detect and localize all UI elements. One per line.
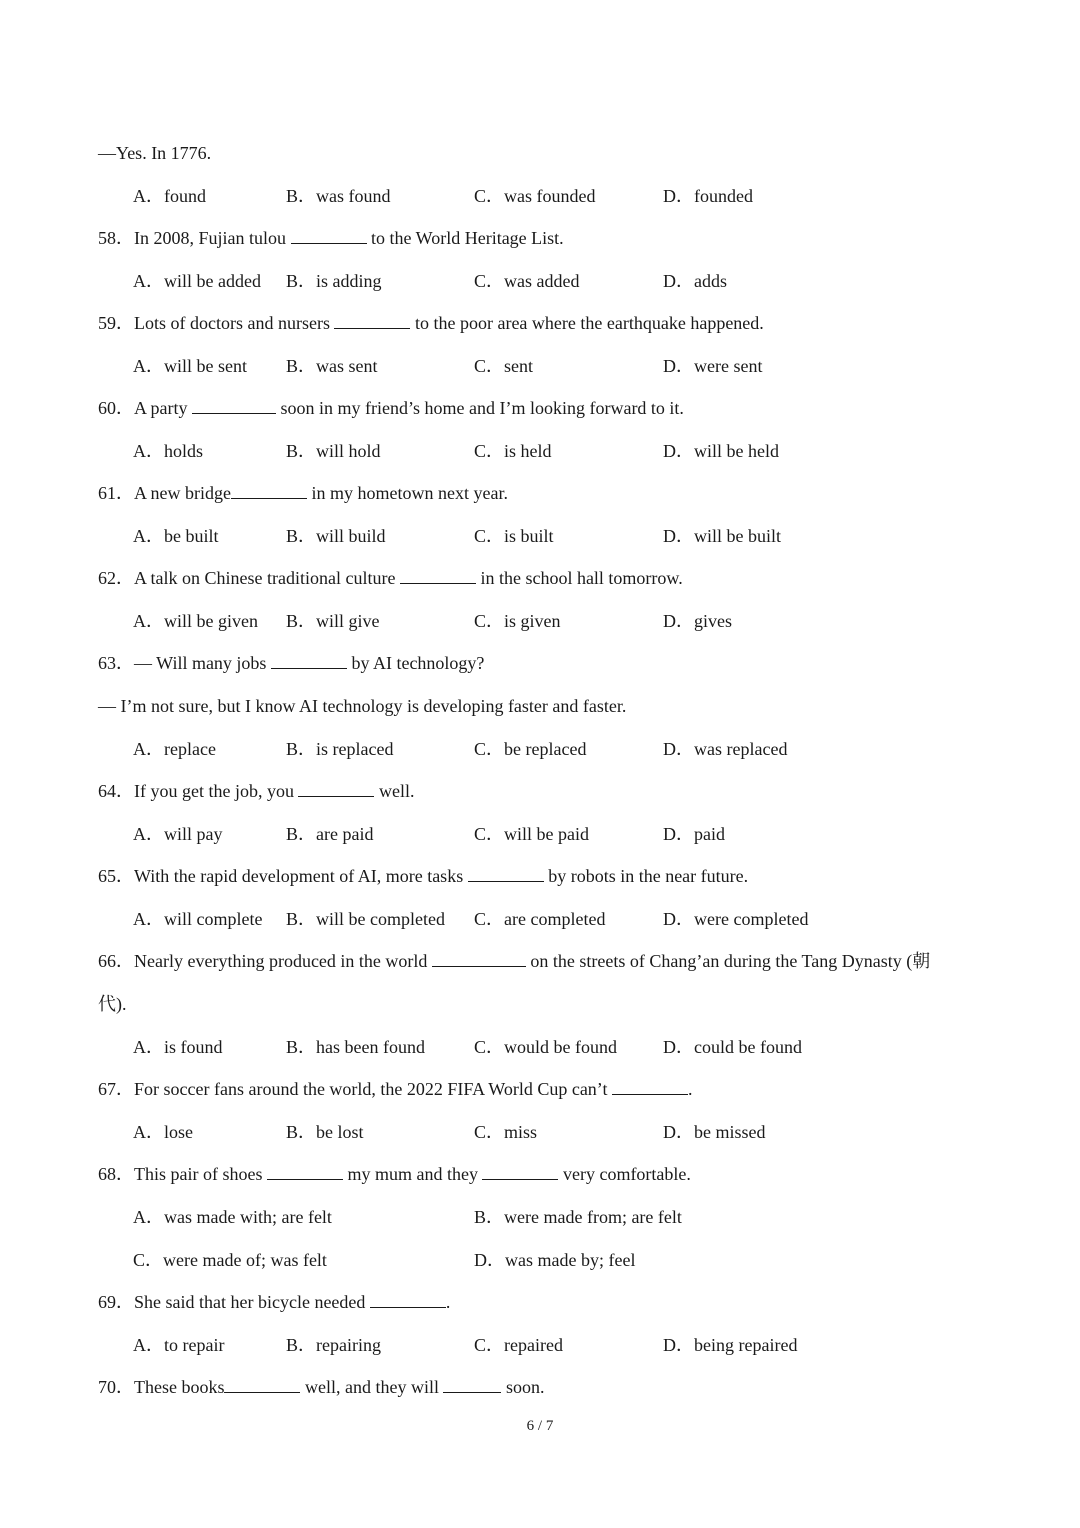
option-d: D．founded	[663, 186, 753, 206]
option-b: B．will hold	[286, 441, 381, 461]
option-c: C．is built	[474, 526, 554, 546]
answer-blank	[291, 227, 367, 244]
question-63-reply	[98, 694, 626, 718]
question-text: 58．In 2008, Fujian tulou	[98, 228, 286, 248]
option-c: C．is held	[474, 441, 552, 461]
option-a: A．will pay	[133, 824, 223, 844]
option-d: D．will be held	[663, 441, 779, 461]
option-d: D．adds	[663, 271, 727, 291]
answer-blank	[267, 1163, 343, 1180]
answer-blank	[192, 397, 276, 414]
question-text: by robots in the near future.	[548, 866, 749, 886]
question-text: .	[687, 1079, 693, 1099]
option-d: D．paid	[663, 824, 725, 844]
option-a: A．will be added	[133, 271, 261, 291]
option-d: D．being repaired	[663, 1335, 798, 1355]
question-62	[98, 566, 683, 590]
answer-blank	[298, 780, 374, 797]
answer-blank	[432, 950, 526, 967]
question-text: well, and they will	[304, 1377, 439, 1397]
question-text: 69．She said that her bicycle needed	[98, 1292, 366, 1312]
question-61	[98, 481, 508, 505]
option-b: B．was sent	[286, 356, 378, 376]
question-text: 65．With the rapid development of AI, more tasks	[98, 866, 464, 886]
question-text: 60．A party	[98, 398, 188, 418]
option-b: B．are paid	[286, 824, 374, 844]
question-text: well.	[378, 781, 415, 801]
option-a: A．is found	[133, 1037, 223, 1057]
question-68	[98, 1162, 691, 1186]
option-a: A．will be given	[133, 611, 258, 631]
option-b: B．is replaced	[286, 739, 394, 759]
question-66	[98, 949, 930, 973]
question-text: by AI technology?	[351, 653, 485, 673]
option-b: B．will be completed	[286, 909, 445, 929]
answer-blank	[334, 312, 410, 329]
question-70	[98, 1375, 544, 1399]
question-text: soon.	[505, 1377, 545, 1397]
question-60	[98, 396, 684, 420]
question-text: in my hometown next year.	[311, 483, 508, 503]
question-text: 64．If you get the job, you	[98, 781, 294, 801]
option-b: B．is adding	[286, 271, 382, 291]
option-b: B．were made from; are felt	[474, 1207, 682, 1227]
question-text: 66．Nearly everything produced in the world	[98, 951, 428, 971]
question-text: in the school hall tomorrow.	[480, 568, 683, 588]
question-64	[98, 779, 414, 803]
question-text: 61．A new bridge	[98, 483, 231, 503]
option-a: A．will complete	[133, 909, 263, 929]
option-a: A．be built	[133, 526, 219, 546]
question-58	[98, 226, 564, 250]
option-d: D．will be built	[663, 526, 781, 546]
option-d: D．be missed	[663, 1122, 766, 1142]
option-a: A．holds	[133, 441, 204, 461]
question-65	[98, 864, 748, 888]
answer-blank	[443, 1376, 501, 1393]
question-69	[98, 1290, 450, 1314]
option-b: B．has been found	[286, 1037, 425, 1057]
question-text: 59．Lots of doctors and nursers	[98, 313, 330, 333]
question-text: soon in my friend’s home and I’m looking forward to it.	[280, 398, 684, 418]
option-a: A．to repair	[133, 1335, 225, 1355]
answer-blank	[370, 1291, 446, 1308]
question-text: very comfortable.	[562, 1164, 691, 1184]
option-c: C．repaired	[474, 1335, 563, 1355]
answer-blank	[400, 567, 476, 584]
option-c: C．would be found	[474, 1037, 617, 1057]
page-number: 6 / 7	[526, 1418, 554, 1434]
option-c: C．was added	[474, 271, 580, 291]
question-text: 代).	[98, 994, 127, 1014]
question-text: my mum and they	[347, 1164, 478, 1184]
question-text: 70．These books	[98, 1377, 225, 1397]
question-59	[98, 311, 764, 335]
option-c: C．were made of; was felt	[133, 1250, 327, 1270]
question-text: on the streets of Chang’an during the Tang Dynasty (朝	[530, 951, 931, 971]
question-text: 68．This pair of shoes	[98, 1164, 263, 1184]
option-b: B．will build	[286, 526, 386, 546]
answer-blank	[271, 652, 347, 669]
option-d: D．was replaced	[663, 739, 788, 759]
option-c: C．miss	[474, 1122, 538, 1142]
option-c: C．is given	[474, 611, 561, 631]
question-66-cont	[98, 992, 127, 1016]
reply-text: — I’m not sure, but I know AI technology is developing faster and faster.	[98, 696, 627, 716]
question-text: to the World Heritage List.	[371, 228, 564, 248]
option-c: C．will be paid	[474, 824, 589, 844]
option-c: C．sent	[474, 356, 534, 376]
option-c: C．are completed	[474, 909, 606, 929]
question-text: .	[445, 1292, 451, 1312]
answer-line-57	[98, 141, 211, 165]
option-d: D．could be found	[663, 1037, 802, 1057]
question-67	[98, 1077, 692, 1101]
option-a: A．lose	[133, 1122, 193, 1142]
option-a: A．replace	[133, 739, 216, 759]
option-a: A．was made with; are felt	[133, 1207, 332, 1227]
answer-blank	[482, 1163, 558, 1180]
option-d: D．gives	[663, 611, 732, 631]
answer-blank	[612, 1078, 688, 1095]
question-text: 67．For soccer fans around the world, the 2022 FIFA World Cup can’t	[98, 1079, 608, 1099]
question-text: 62．A talk on Chinese traditional culture	[98, 568, 396, 588]
answer-blank	[468, 865, 544, 882]
option-d: D．were sent	[663, 356, 763, 376]
option-b: B．be lost	[286, 1122, 364, 1142]
option-c: C．be replaced	[474, 739, 587, 759]
option-b: B．repairing	[286, 1335, 381, 1355]
answer-blank	[224, 1376, 300, 1393]
question-text: to the poor area where the earthquake happened.	[414, 313, 764, 333]
option-b: B．will give	[286, 611, 380, 631]
option-a: A．found	[133, 186, 206, 206]
option-d: D．was made by; feel	[474, 1250, 636, 1270]
option-b: B．was found	[286, 186, 391, 206]
option-d: D．were completed	[663, 909, 809, 929]
option-a: A．will be sent	[133, 356, 247, 376]
answer-text: —Yes. In 1776.	[98, 143, 212, 163]
question-text: 63．— Will many jobs	[98, 653, 267, 673]
question-63	[98, 651, 484, 675]
option-c: C．was founded	[474, 186, 596, 206]
answer-blank	[231, 482, 307, 499]
